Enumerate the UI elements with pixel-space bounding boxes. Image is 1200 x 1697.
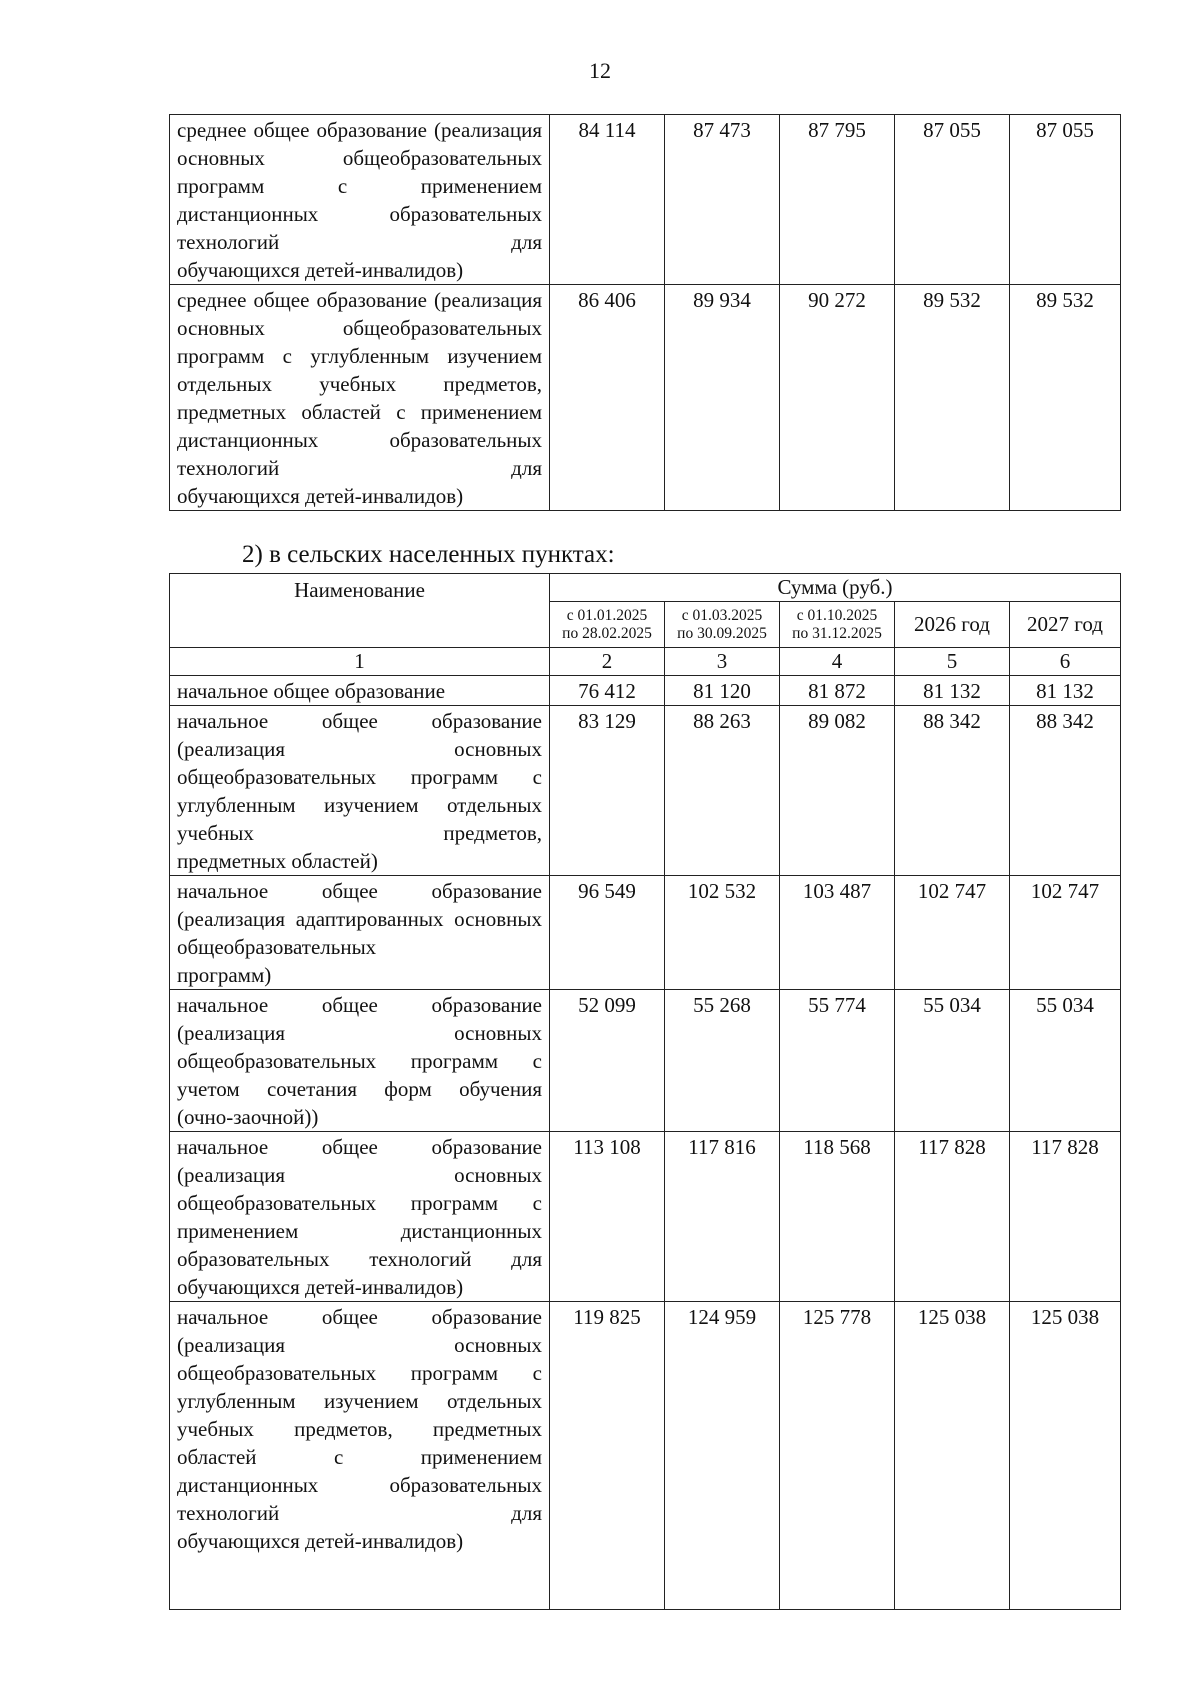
value-cell: 86 406 — [550, 285, 665, 511]
value-cell: 87 795 — [780, 115, 895, 285]
row-name-cell — [170, 990, 550, 1132]
value-cell: 102 532 — [665, 876, 780, 990]
header-sum: Сумма (руб.) — [550, 574, 1121, 602]
row-name-line: углубленным изучением — [310, 344, 542, 368]
row-name-line: предметных областей) — [177, 849, 378, 873]
header-year-2027: 2027 год — [1010, 602, 1121, 648]
row-name-line: применением дистанционных — [177, 174, 542, 226]
education-cost-table-continued — [169, 114, 1121, 511]
row-name-cell — [170, 876, 550, 990]
row-name-line: (реализация основных — [177, 288, 542, 340]
row-name-line: предметных областей — [177, 400, 381, 424]
row-name-line: общеобразовательных программ с — [177, 765, 542, 789]
row-name-cell — [170, 1302, 550, 1610]
value-cell: 117 828 — [1010, 1132, 1121, 1302]
value-cell: 89 934 — [665, 285, 780, 511]
page-number: 12 — [589, 58, 611, 83]
row-name-line: применением дистанционных — [177, 1445, 543, 1497]
row-name-line: обучающихся детей-инвалидов) — [177, 1275, 464, 1299]
row-name-cell — [170, 1132, 550, 1302]
row-name-line: (реализация основных — [177, 1021, 542, 1045]
row-name-line: начальное общее образование — [177, 993, 542, 1017]
column-number: 6 — [1010, 648, 1121, 676]
value-cell: 124 959 — [665, 1302, 780, 1610]
row-name-line: углубленным изучением — [177, 1389, 419, 1413]
value-cell: 88 342 — [1010, 706, 1121, 876]
value-cell: 118 568 — [780, 1132, 895, 1302]
value-cell: 88 342 — [895, 706, 1010, 876]
row-name-line: образовательных технологий для — [177, 202, 542, 254]
row-name-line: общеобразовательных программ с — [177, 1049, 542, 1073]
table-row — [170, 115, 1121, 285]
row-name-line: начальное общее образование — [177, 1305, 542, 1329]
value-cell: 117 816 — [665, 1132, 780, 1302]
row-name-line: начальное общее образование — [177, 879, 542, 903]
table-row — [170, 876, 1121, 990]
row-name-line: с применением дистанционных — [177, 400, 543, 452]
value-cell: 81 132 — [1010, 676, 1121, 706]
value-cell: 113 108 — [550, 1132, 665, 1302]
row-name-line: (реализация основных — [177, 1163, 542, 1187]
value-cell: 89 082 — [780, 706, 895, 876]
value-cell: 125 778 — [780, 1302, 895, 1610]
value-cell: 102 747 — [895, 876, 1010, 990]
value-cell: 76 412 — [550, 676, 665, 706]
row-name-line: образовательных технологий для — [177, 428, 542, 480]
row-name-line: учетом сочетания форм обучения — [177, 1077, 542, 1101]
row-name-line: среднее общее образование — [177, 288, 427, 312]
row-name-line: общеобразовательных программ с — [177, 1191, 542, 1215]
value-cell: 103 487 — [780, 876, 895, 990]
row-name-line: (реализация основных — [177, 1333, 542, 1357]
value-cell: 88 263 — [665, 706, 780, 876]
table-row — [170, 285, 1121, 511]
value-cell: 125 038 — [895, 1302, 1010, 1610]
header-period-3: с 01.10.2025 по 31.12.2025 — [780, 602, 895, 648]
value-cell: 87 473 — [665, 115, 780, 285]
value-cell: 55 034 — [895, 990, 1010, 1132]
section-heading: 2) в сельских населенных пунктах: — [242, 541, 615, 568]
row-name-line: применением дистанционных — [177, 1219, 542, 1243]
row-name-line: основных общеобразовательных — [177, 907, 542, 959]
row-name-line: углубленным изучением — [177, 793, 419, 817]
row-name-line: образовательных технологий для — [177, 1473, 542, 1525]
value-cell: 117 828 — [895, 1132, 1010, 1302]
value-cell: 55 034 — [1010, 990, 1121, 1132]
row-name-line: предметных областей с — [177, 1417, 543, 1469]
row-name-cell — [170, 115, 550, 285]
value-cell: 81 120 — [665, 676, 780, 706]
row-name-line: (реализация основных — [177, 737, 542, 761]
value-cell: 89 532 — [1010, 285, 1121, 511]
row-name-line: (реализация основных — [177, 118, 542, 170]
row-name-line: начальное общее образование — [177, 1135, 542, 1159]
row-name-line: программ) — [177, 963, 272, 987]
value-cell: 81 872 — [780, 676, 895, 706]
row-name-line: начальное общее образование — [177, 709, 542, 733]
value-cell: 55 774 — [780, 990, 895, 1132]
row-name-cell — [170, 706, 550, 876]
row-name-line: общеобразовательных программ с — [177, 146, 542, 198]
row-name-line: начальное общее образование — [177, 679, 446, 703]
row-name-line: общеобразовательных программ с — [177, 1361, 542, 1385]
row-name-line: (реализация адаптированных — [177, 907, 444, 931]
value-cell: 52 099 — [550, 990, 665, 1132]
value-cell: 83 129 — [550, 706, 665, 876]
row-name-line: обучающихся детей-инвалидов) — [177, 258, 464, 282]
row-name-line: образовательных технологий для — [177, 1247, 542, 1271]
table-row — [170, 990, 1121, 1132]
column-number: 4 — [780, 648, 895, 676]
row-name-line: отдельных учебных предметов, — [177, 793, 542, 845]
column-number: 5 — [895, 648, 1010, 676]
row-name-line: обучающихся детей-инвалидов) — [177, 484, 464, 508]
value-cell: 119 825 — [550, 1302, 665, 1610]
table-row — [170, 1132, 1121, 1302]
row-name-cell — [170, 285, 550, 511]
value-cell: 55 268 — [665, 990, 780, 1132]
value-cell: 96 549 — [550, 876, 665, 990]
header-period-1: с 01.01.2025 по 28.02.2025 — [550, 602, 665, 648]
table-row — [170, 676, 1121, 706]
value-cell: 81 132 — [895, 676, 1010, 706]
value-cell: 90 272 — [780, 285, 895, 511]
column-number: 3 — [665, 648, 780, 676]
row-name-line: (очно-заочной)) — [177, 1105, 319, 1129]
value-cell: 84 114 — [550, 115, 665, 285]
column-number: 1 — [170, 648, 550, 676]
value-cell: 87 055 — [895, 115, 1010, 285]
row-name-line: отдельных учебных предметов, — [177, 372, 542, 396]
header-period-2: с 01.03.2025 по 30.09.2025 — [665, 602, 780, 648]
row-name-line: отдельных учебных предметов, — [177, 1389, 542, 1441]
column-number: 2 — [550, 648, 665, 676]
table-row — [170, 706, 1121, 876]
row-name-line: среднее общее образование — [177, 118, 427, 142]
row-name-line: обучающихся детей-инвалидов) — [177, 1529, 464, 1553]
value-cell: 102 747 — [1010, 876, 1121, 990]
value-cell: 125 038 — [1010, 1302, 1121, 1610]
row-name-cell — [170, 676, 550, 706]
value-cell: 87 055 — [1010, 115, 1121, 285]
rural-education-cost-table — [169, 573, 1121, 1610]
header-name: Наименование — [170, 574, 550, 648]
header-year-2026: 2026 год — [895, 602, 1010, 648]
row-name-line: общеобразовательных программ с — [177, 316, 542, 368]
value-cell: 89 532 — [895, 285, 1010, 511]
table-row — [170, 1302, 1121, 1610]
